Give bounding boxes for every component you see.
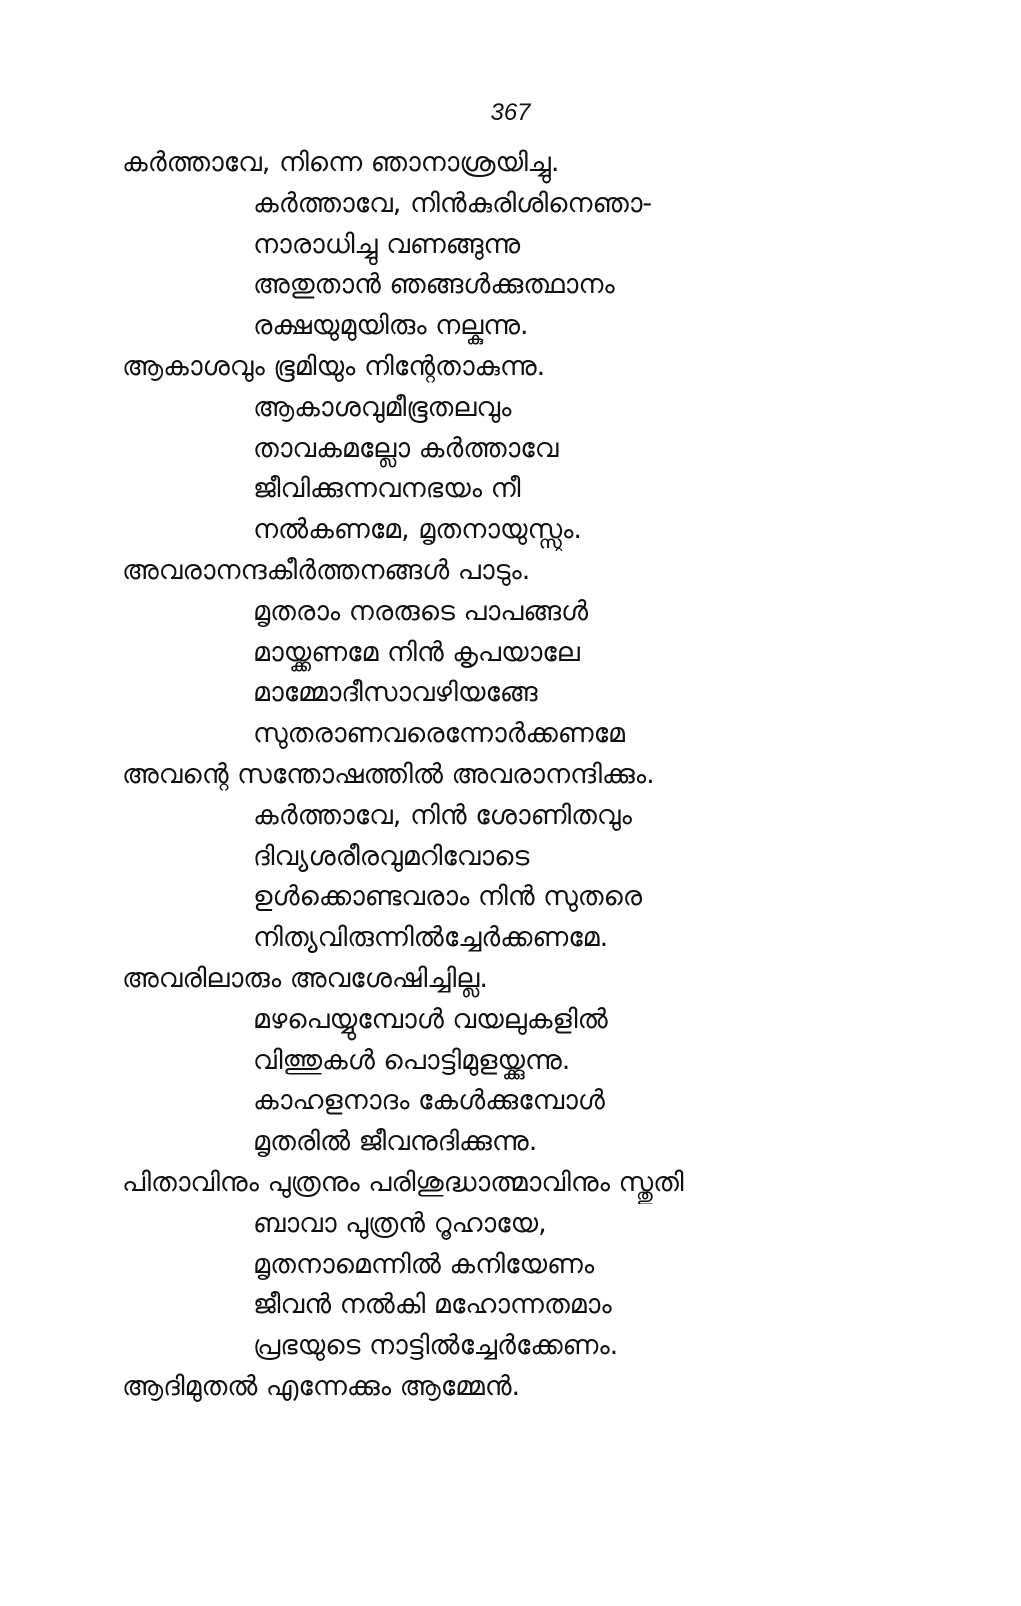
page-number: 367: [490, 99, 531, 126]
verse-line: ജീവിക്കുന്നവനഭയം നീ: [253, 473, 521, 505]
refrain-line: കർത്താവേ, നിന്നെ ഞാനാശ്രയിച്ചു.: [122, 147, 560, 178]
verse-line: നാരാധിച്ചു വണങ്ങുന്നു: [253, 228, 521, 260]
verse-line: മൃതരിൽ ജീവനുദിക്കുന്നു.: [253, 1126, 538, 1158]
verse-line: ജീവൻ നൽകി മഹോന്നതമാം: [253, 1289, 612, 1321]
verse-line: മൃതരാം നരരുടെ പാപങ്ങൾ: [253, 595, 589, 627]
verse-line: നിത്യവിരുന്നിൽച്ചേർക്കണമേ.: [253, 922, 609, 954]
verse-line: രക്ഷയുമുയിരും നല്കുന്നു.: [253, 310, 529, 342]
verse-line: മൃതനാമെന്നിൽ കനിയേണം: [253, 1248, 595, 1280]
verse-line: മഴപെയ്യുമ്പോൾ വയലുകളിൽ: [253, 1003, 608, 1035]
refrain-line: പിതാവിനും പുത്രനും പരിശുദ്ധാത്മാവിനും സ്തുതി: [122, 1166, 684, 1198]
refrain-line: ആകാശവും ഭൂമിയും നിന്റേതാകുന്നു.: [122, 350, 546, 382]
verse-line: മായ്ക്കണമേ നിൻ കൃപയാലേ: [253, 636, 580, 668]
refrain-line: അവരിലാരും അവശേഷിച്ചില്ല.: [122, 962, 488, 994]
verse-line: വിത്തുകൾ പൊട്ടിമുളയ്ക്കുന്നു.: [253, 1044, 571, 1076]
hymn-text: [0, 143, 1021, 1408]
verse-line: നൽകണമേ, മൃതനായുസ്സും.: [253, 514, 582, 546]
verse-line: മാമ്മോദീസാവഴിയങ്ങേ: [253, 677, 538, 709]
verse-line: താവകമല്ലോ കർത്താവേ: [253, 432, 559, 464]
verse-line: അതുതാൻ ഞങ്ങൾക്കുത്ഥാനം: [253, 269, 615, 301]
refrain-line: അവന്റെ സന്തോഷത്തിൽ അവരാനന്ദിക്കും.: [122, 758, 655, 790]
verse-line: കാഹളനാദം കേൾക്കുമ്പോൾ: [253, 1085, 605, 1117]
verse-line: ആകാശവുമീഭൂതലവും: [253, 391, 512, 423]
verse-line: പ്രഭയുടെ നാട്ടിൽച്ചേർക്കേണം.: [253, 1330, 619, 1362]
verse-line: കർത്താവേ, നിൻ ശോണിതവും: [253, 799, 632, 831]
verse-line: ഉൾക്കൊണ്ടവരാം നിൻ സുതരെ: [253, 881, 643, 913]
verse-line: സുതരാണവരെന്നോർക്കണമേ: [253, 718, 625, 750]
verse-line: ബാവാ പുത്രൻ റൂഹായേ,: [253, 1207, 547, 1239]
refrain-line: ആദിമുതൽ എന്നേക്കും ആമ്മേൻ.: [122, 1370, 521, 1402]
verse-line: കർത്താവേ, നിൻകുരിശിനെഞാ-: [253, 187, 653, 219]
refrain-line: അവരാനന്ദകീർത്തനങ്ങൾ പാടും.: [122, 554, 531, 586]
verse-line: ദിവ്യശരീരവുമറിവോടെ: [253, 840, 530, 872]
